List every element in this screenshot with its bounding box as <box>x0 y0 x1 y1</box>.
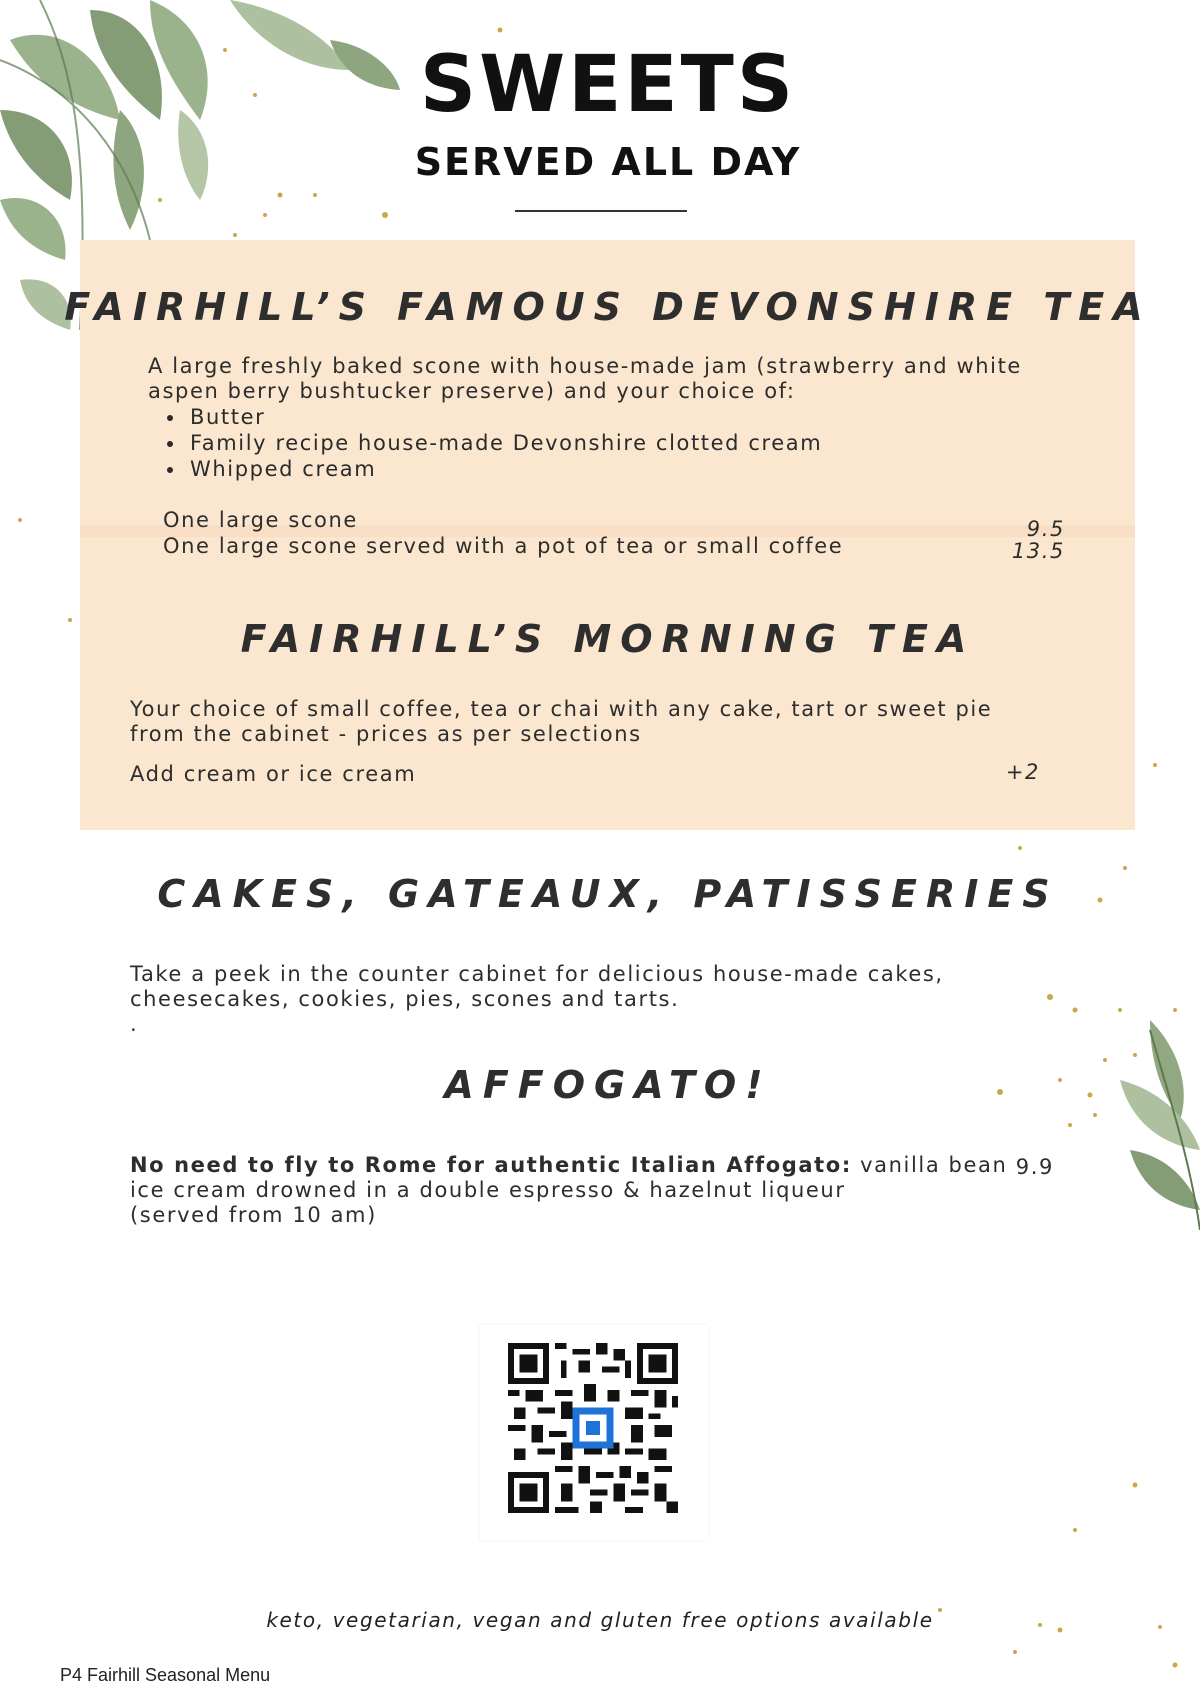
affogato-lead: No need to fly to Rome for authentic Italian Affogato: <box>130 1153 852 1177</box>
menu-item-name: Add cream or ice cream <box>130 762 417 786</box>
dietary-options-note: keto, vegetarian, vegan and gluten free options available <box>266 1608 934 1632</box>
affogato-line-1-rest: vanilla bean <box>851 1153 1008 1177</box>
cakes-line-3: . <box>130 1012 139 1036</box>
page-subtitle: SERVED ALL DAY <box>414 140 802 184</box>
cakes-line-2: cheesecakes, cookies, pies, scones and tarts. <box>130 987 680 1011</box>
qr-code-icon <box>508 1343 678 1513</box>
section-heading-affogato: AFFOGATO! <box>444 1063 772 1107</box>
title-divider <box>515 210 687 212</box>
affogato-line-3: (served from 10 am) <box>130 1203 377 1227</box>
morning-tea-line-1: Your choice of small coffee, tea or chai with any cake, tart or sweet pie <box>130 697 993 721</box>
page-footer-label: P4 Fairhill Seasonal Menu <box>60 1665 271 1685</box>
section-heading-cakes: CAKES, GATEAUX, PATISSERIES <box>157 872 1059 916</box>
affogato-line-1 <box>130 1152 1007 1178</box>
cakes-line-1: Take a peek in the counter cabinet for delicious house-made cakes, <box>130 962 944 986</box>
menu-item-price: 9.9 <box>1015 1155 1054 1179</box>
list-item: • Family recipe house-made Devonshire clotted cream <box>186 430 822 456</box>
menu-item-price: 9.5 <box>1026 517 1065 541</box>
affogato-line-2: ice cream drowned in a double espresso & hazelnut liqueur <box>130 1178 846 1202</box>
devonshire-intro-line-2: aspen berry bushtucker preserve) and your choice of: <box>148 379 796 403</box>
section-heading-devonshire-tea: FAIRHILL’S FAMOUS DEVONSHIRE TEA <box>64 285 1152 329</box>
morning-tea-line-2: from the cabinet - prices as per selections <box>130 722 642 746</box>
menu-item-name: One large scone served with a pot of tea or small coffee <box>163 534 844 558</box>
page-title: SWEETS <box>419 40 797 130</box>
menu-item-price: +2 <box>1005 760 1040 784</box>
menu-item-name: One large scone <box>163 508 358 532</box>
devonshire-intro-line-1: A large freshly baked scone with house-made jam (strawberry and white <box>148 354 1022 378</box>
section-heading-morning-tea: FAIRHILL’S MORNING TEA <box>240 617 976 661</box>
devonshire-options-list <box>160 404 822 482</box>
menu-item-price: 13.5 <box>1011 539 1065 563</box>
leaf-branch-icon <box>1110 1020 1200 1230</box>
list-item: • Whipped cream <box>186 456 822 482</box>
list-item: • Butter <box>186 404 822 430</box>
qr-code[interactable] <box>480 1325 708 1540</box>
